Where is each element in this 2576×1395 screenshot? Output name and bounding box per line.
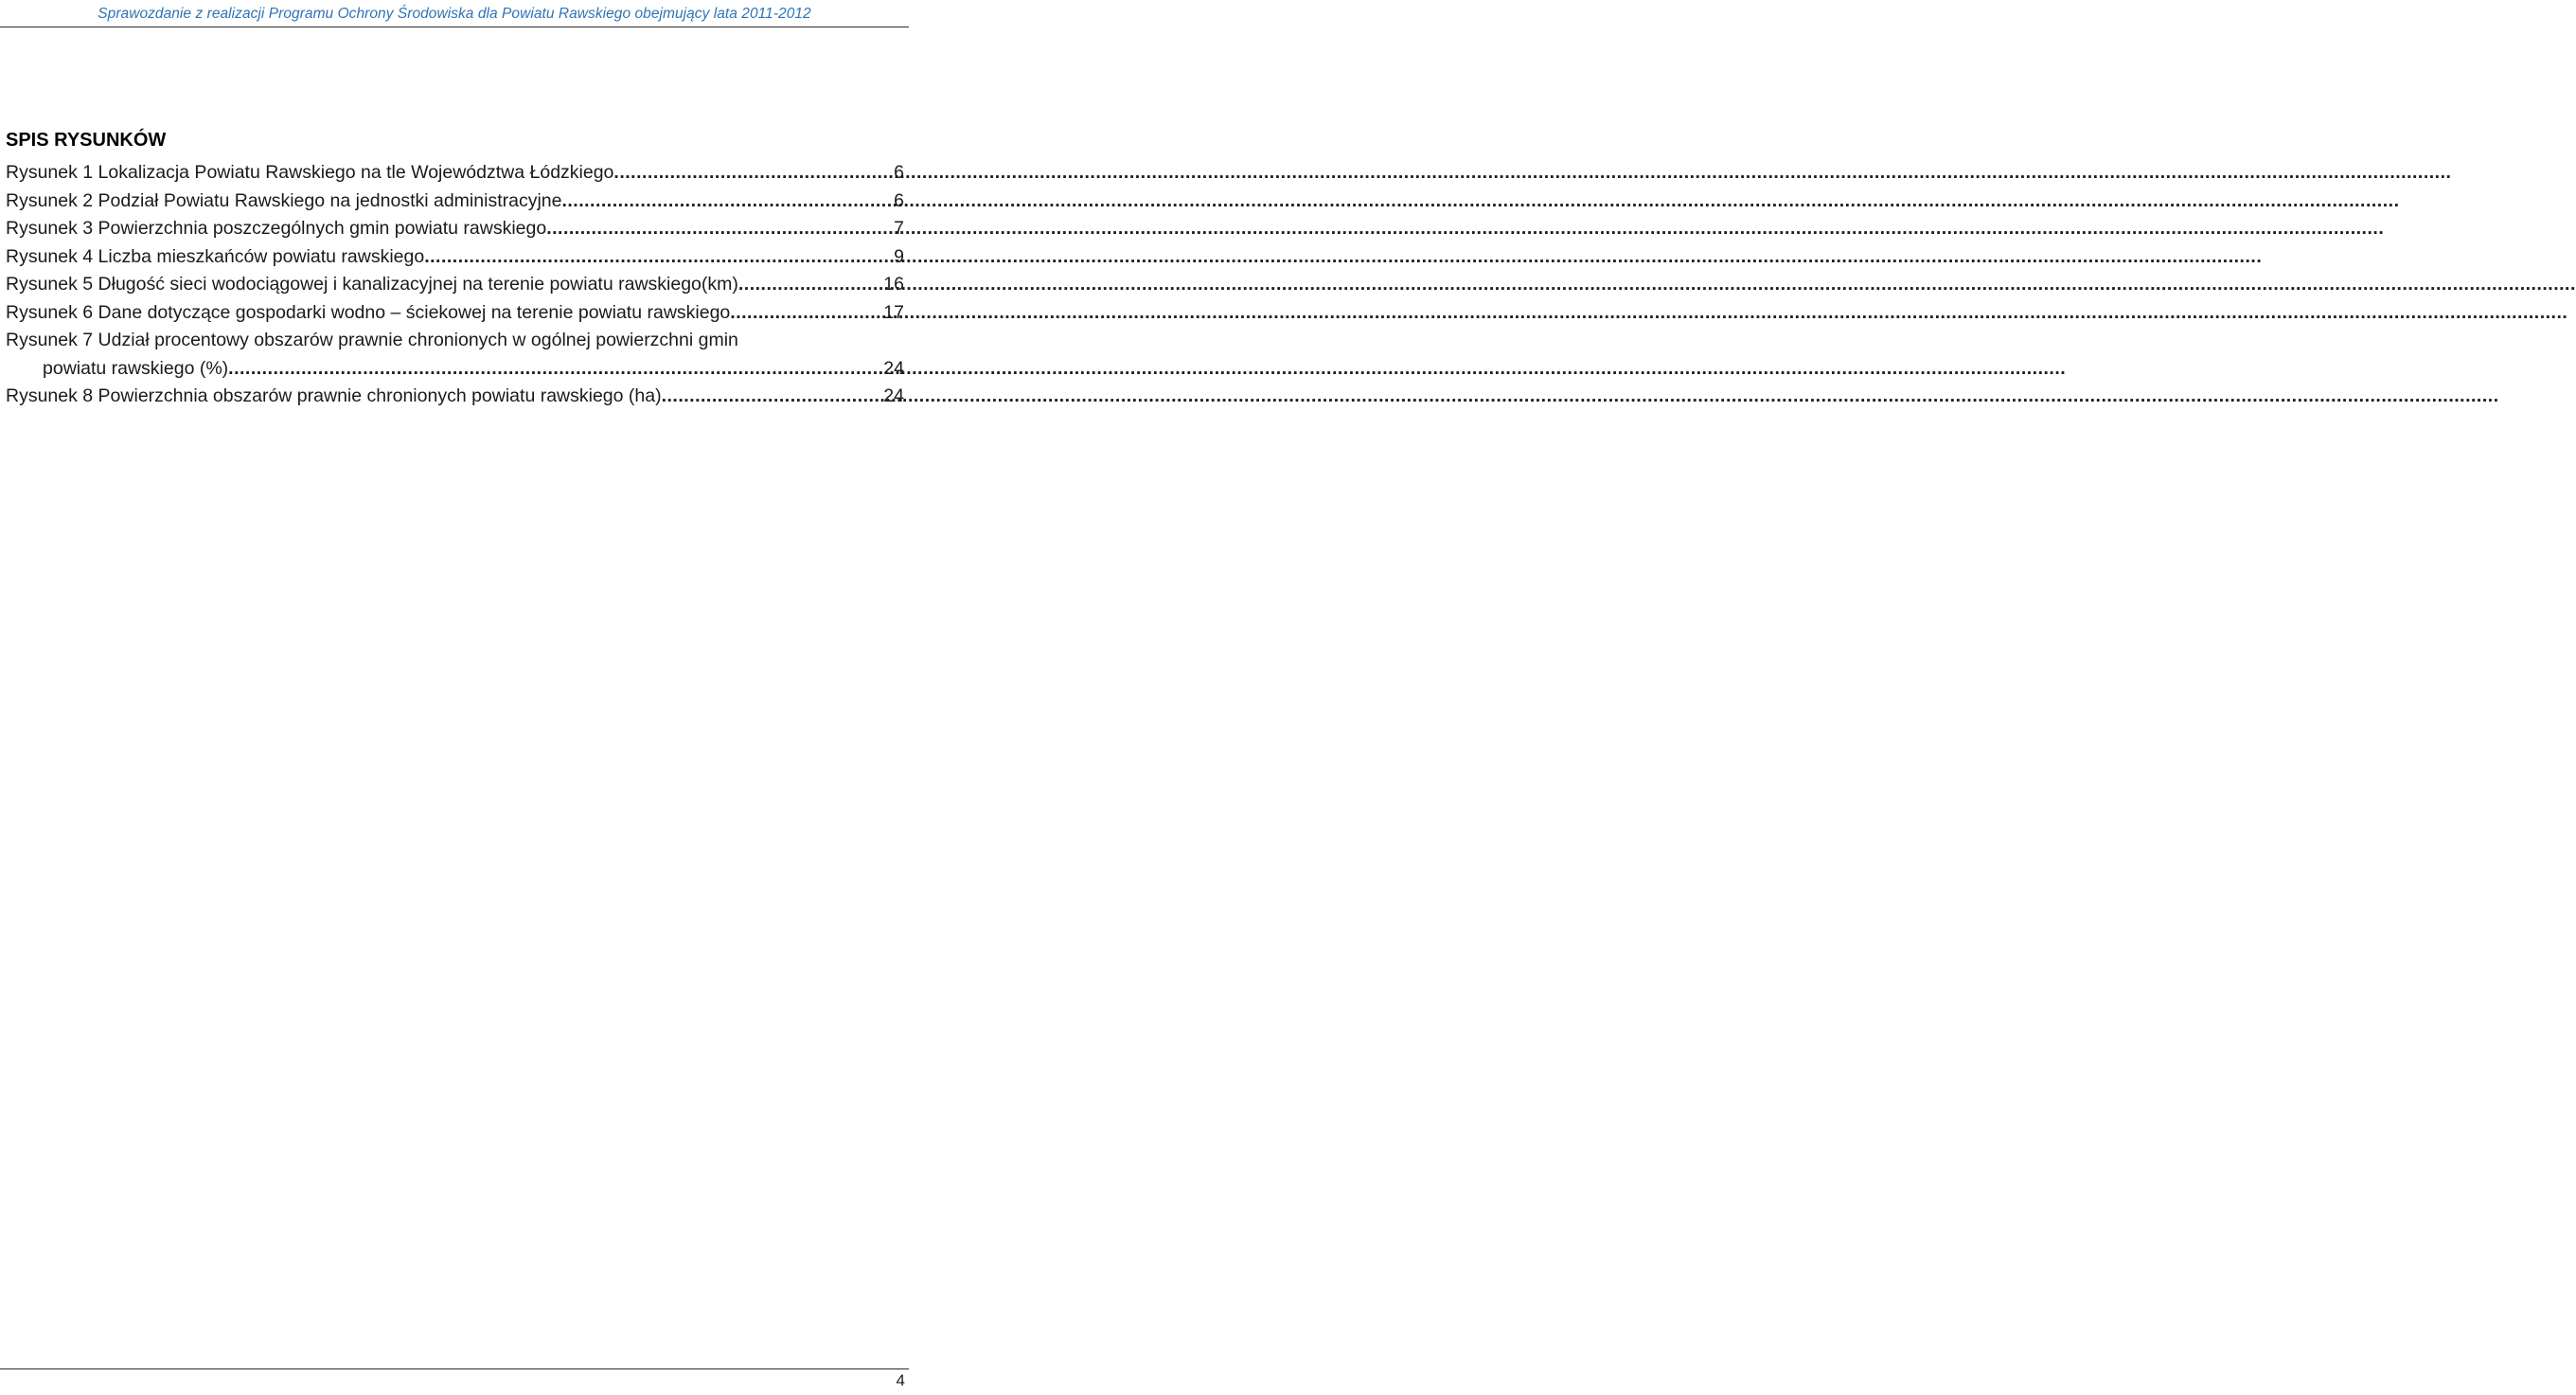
toc-entry-4[interactable] bbox=[6, 243, 904, 272]
toc-entry-page: 24 bbox=[883, 357, 904, 379]
toc-entry-label-line1: Rysunek 7 Udział procentowy obszarów prawnie chronionych w ogólnej powierzchni gmin bbox=[6, 330, 738, 350]
toc-entry-page: 6 bbox=[894, 162, 904, 183]
running-header: Sprawozdanie z realizacji Programu Ochrony Środowiska dla Powiatu Rawskiego obejmujący lata 2011-2012 bbox=[98, 6, 811, 22]
toc-entry-label-line2: powiatu rawskiego (%) bbox=[43, 357, 229, 379]
toc-entry-page: 6 bbox=[894, 189, 904, 211]
toc-leader-dots bbox=[228, 355, 883, 384]
toc-entry-label: Rysunek 3 Powierzchnia poszczególnych gmin powiatu rawskiego bbox=[6, 218, 547, 239]
toc-leader-dots bbox=[546, 215, 894, 243]
toc-entry-label: Rysunek 1 Lokalizacja Powiatu Rawskiego na tle Województwa Łódzkiego bbox=[6, 162, 614, 183]
toc-entry-1[interactable] bbox=[6, 159, 904, 188]
toc-entry-page: 16 bbox=[883, 274, 904, 295]
toc-leader-dots bbox=[730, 299, 883, 328]
toc-entry-label-line2-row bbox=[6, 355, 904, 384]
toc-entry-page: 7 bbox=[894, 218, 904, 239]
toc-leader-dots bbox=[662, 383, 884, 411]
toc-entry-label: Rysunek 6 Dane dotyczące gospodarki wodno – ściekowej na terenie powiatu rawskiego bbox=[6, 301, 731, 323]
toc-leader-dots bbox=[613, 159, 894, 188]
toc-entry-label: Rysunek 5 Długość sieci wodociągowej i kanalizacyjnej na terenie powiatu rawskiego(km) bbox=[6, 274, 738, 295]
toc-entry-label: Rysunek 8 Powierzchnia obszarów prawnie chronionych powiatu rawskiego (ha) bbox=[6, 385, 662, 406]
toc-leader-dots bbox=[738, 271, 883, 299]
toc-leader-dots bbox=[561, 188, 894, 216]
toc-entry-label: Rysunek 4 Liczba mieszkańców powiatu rawskiego bbox=[6, 245, 425, 267]
toc-entry-page: 17 bbox=[883, 301, 904, 323]
page-number: 4 bbox=[896, 1371, 905, 1389]
toc-leader-dots bbox=[424, 243, 894, 272]
toc-entry-page: 9 bbox=[894, 245, 904, 267]
toc-entry-7[interactable] bbox=[6, 327, 904, 383]
toc-entry-2[interactable] bbox=[6, 188, 904, 216]
toc-entry-3[interactable] bbox=[6, 215, 904, 243]
toc-entry-label: Rysunek 2 Podział Powiatu Rawskiego na jednostki administracyjne bbox=[6, 189, 562, 211]
toc-entry-page: 24 bbox=[883, 385, 904, 406]
toc-entry-8[interactable] bbox=[6, 383, 904, 411]
toc-list bbox=[6, 159, 904, 411]
toc-entry-5[interactable] bbox=[6, 271, 904, 299]
toc-title: SPIS RYSUNKÓW bbox=[6, 130, 167, 151]
toc-entry-6[interactable] bbox=[6, 299, 904, 328]
footer-rule bbox=[0, 1368, 909, 1369]
